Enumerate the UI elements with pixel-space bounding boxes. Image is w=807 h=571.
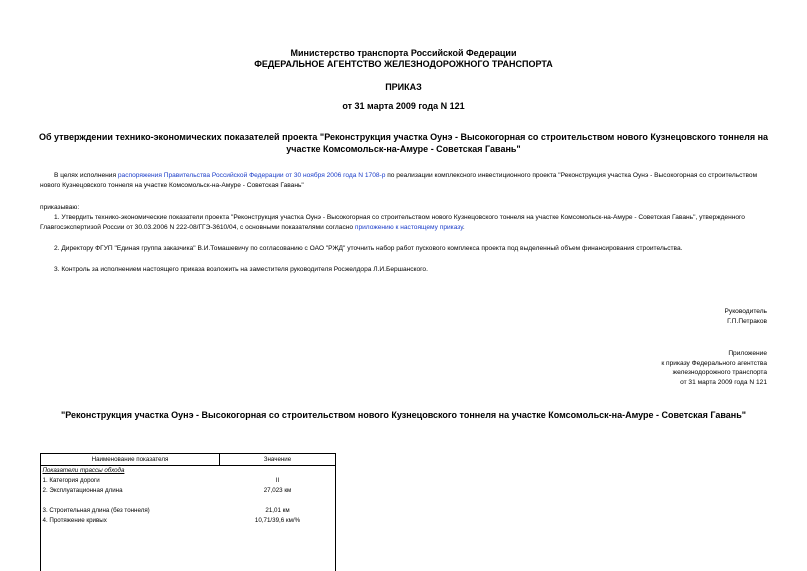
document-date-number: от 31 марта 2009 года N 121 xyxy=(342,101,465,111)
intro-suffix: по реализации комплексного инвестиционного проекта "Реконструкция участка Оунэ - Высокогорная со строительством нового Кузнецовского тоннеля на участке Комсомольск-на-Амуре - Советская Гавань" xyxy=(40,172,758,189)
document-title-line2: участке Комсомольск-на-Амуре - Советская Гавань" xyxy=(286,144,521,154)
row-value: 10,71/39,6 км/% xyxy=(254,517,301,524)
table-section-label: Показатели трассы обхода xyxy=(42,467,125,474)
row-name: 4. Протяжение кривых xyxy=(42,517,107,524)
appendix-link[interactable]: приложению к настоящему приказу xyxy=(354,223,463,231)
row-value: 21,01 км xyxy=(265,507,290,514)
table-header-row xyxy=(41,454,336,466)
intro-paragraph xyxy=(40,171,770,190)
intro-prefix: В целях исполнения xyxy=(54,172,118,179)
column-header-name: Наименование показателя xyxy=(41,454,220,466)
appendix-title: "Реконструкция участка Оунэ - Высокогорная со строительством нового Кузнецовского тоннеля на участке Комсомольск-на-Амуре - Советская Гавань" xyxy=(60,410,746,420)
table-row xyxy=(41,486,336,496)
item1-text: 1. Утвердить технико-экономические показатели проекта "Реконструкция участка Оунэ - Высокогорная со строительством нового Кузнецовского тоннеля на участке Комсомольск-на-Амуре - Советская Гавань", утвержденного Главгосэкспертизой России от 30.03.2006 N 222-08/ГГЭ-3610/04, с основными показателями согласно xyxy=(40,214,745,231)
government-order-link[interactable]: распоряжения Правительства Российской Федерации от 30 ноября 2006 года N 1708-р xyxy=(117,172,386,179)
column-header-value: Значение xyxy=(220,454,336,466)
ministry-name: Министерство транспорта Российской Федерации xyxy=(290,48,517,58)
order-item-3: 3. Контроль за исполнением настоящего приказа возложить на заместителя руководителя Росжелдора Л.И.Бершанского. xyxy=(54,266,428,273)
order-item-2: 2. Директору ФГУП "Единая группа заказчика" В.И.Томашевичу по согласованию с ОАО "РЖД" уточнить набор работ пускового комплекса проекта под выделенный объем финансирования строительства. xyxy=(54,245,683,252)
signature-role: Руководитель xyxy=(724,308,767,315)
table-section-row xyxy=(41,466,336,477)
row-name: 2. Эксплуатационная длина xyxy=(42,487,123,494)
table-row xyxy=(41,476,336,486)
appendix-line1: Приложение xyxy=(728,350,767,357)
appendix-header xyxy=(661,349,767,387)
signature-name: Г.П.Петраков xyxy=(727,317,767,325)
order-word: приказываю: xyxy=(40,204,80,211)
row-name: 3. Строительная длина (без тоннеля) xyxy=(42,507,150,514)
table-spacer-row xyxy=(41,496,336,506)
appendix-line3: железнодорожного транспорта xyxy=(672,369,767,377)
row-value: II xyxy=(275,477,280,484)
table-row xyxy=(41,516,336,526)
signature-block xyxy=(725,307,767,326)
row-name: 1. Категория дороги xyxy=(42,477,100,484)
appendix-line4: от 31 марта 2009 года N 121 xyxy=(680,378,767,386)
agency-name: ФЕДЕРАЛЬНОЕ АГЕНТСТВО ЖЕЛЕЗНОДОРОЖНОГО ТРАНСПОРТА xyxy=(254,59,553,69)
order-item-1 xyxy=(40,213,770,232)
appendix-line2: к приказу Федерального агентства xyxy=(661,359,767,367)
table-row xyxy=(41,506,336,516)
indicators-table xyxy=(40,453,336,526)
document-title-line1: Об утверждении технико-экономических показателей проекта "Реконструкция участка Оунэ - Высокогорная со строительством нового Кузнецовского тоннеля на xyxy=(38,132,769,142)
document-type: ПРИКАЗ xyxy=(385,82,422,92)
item1-end: . xyxy=(462,223,465,231)
row-value: 27,023 км xyxy=(263,487,292,494)
